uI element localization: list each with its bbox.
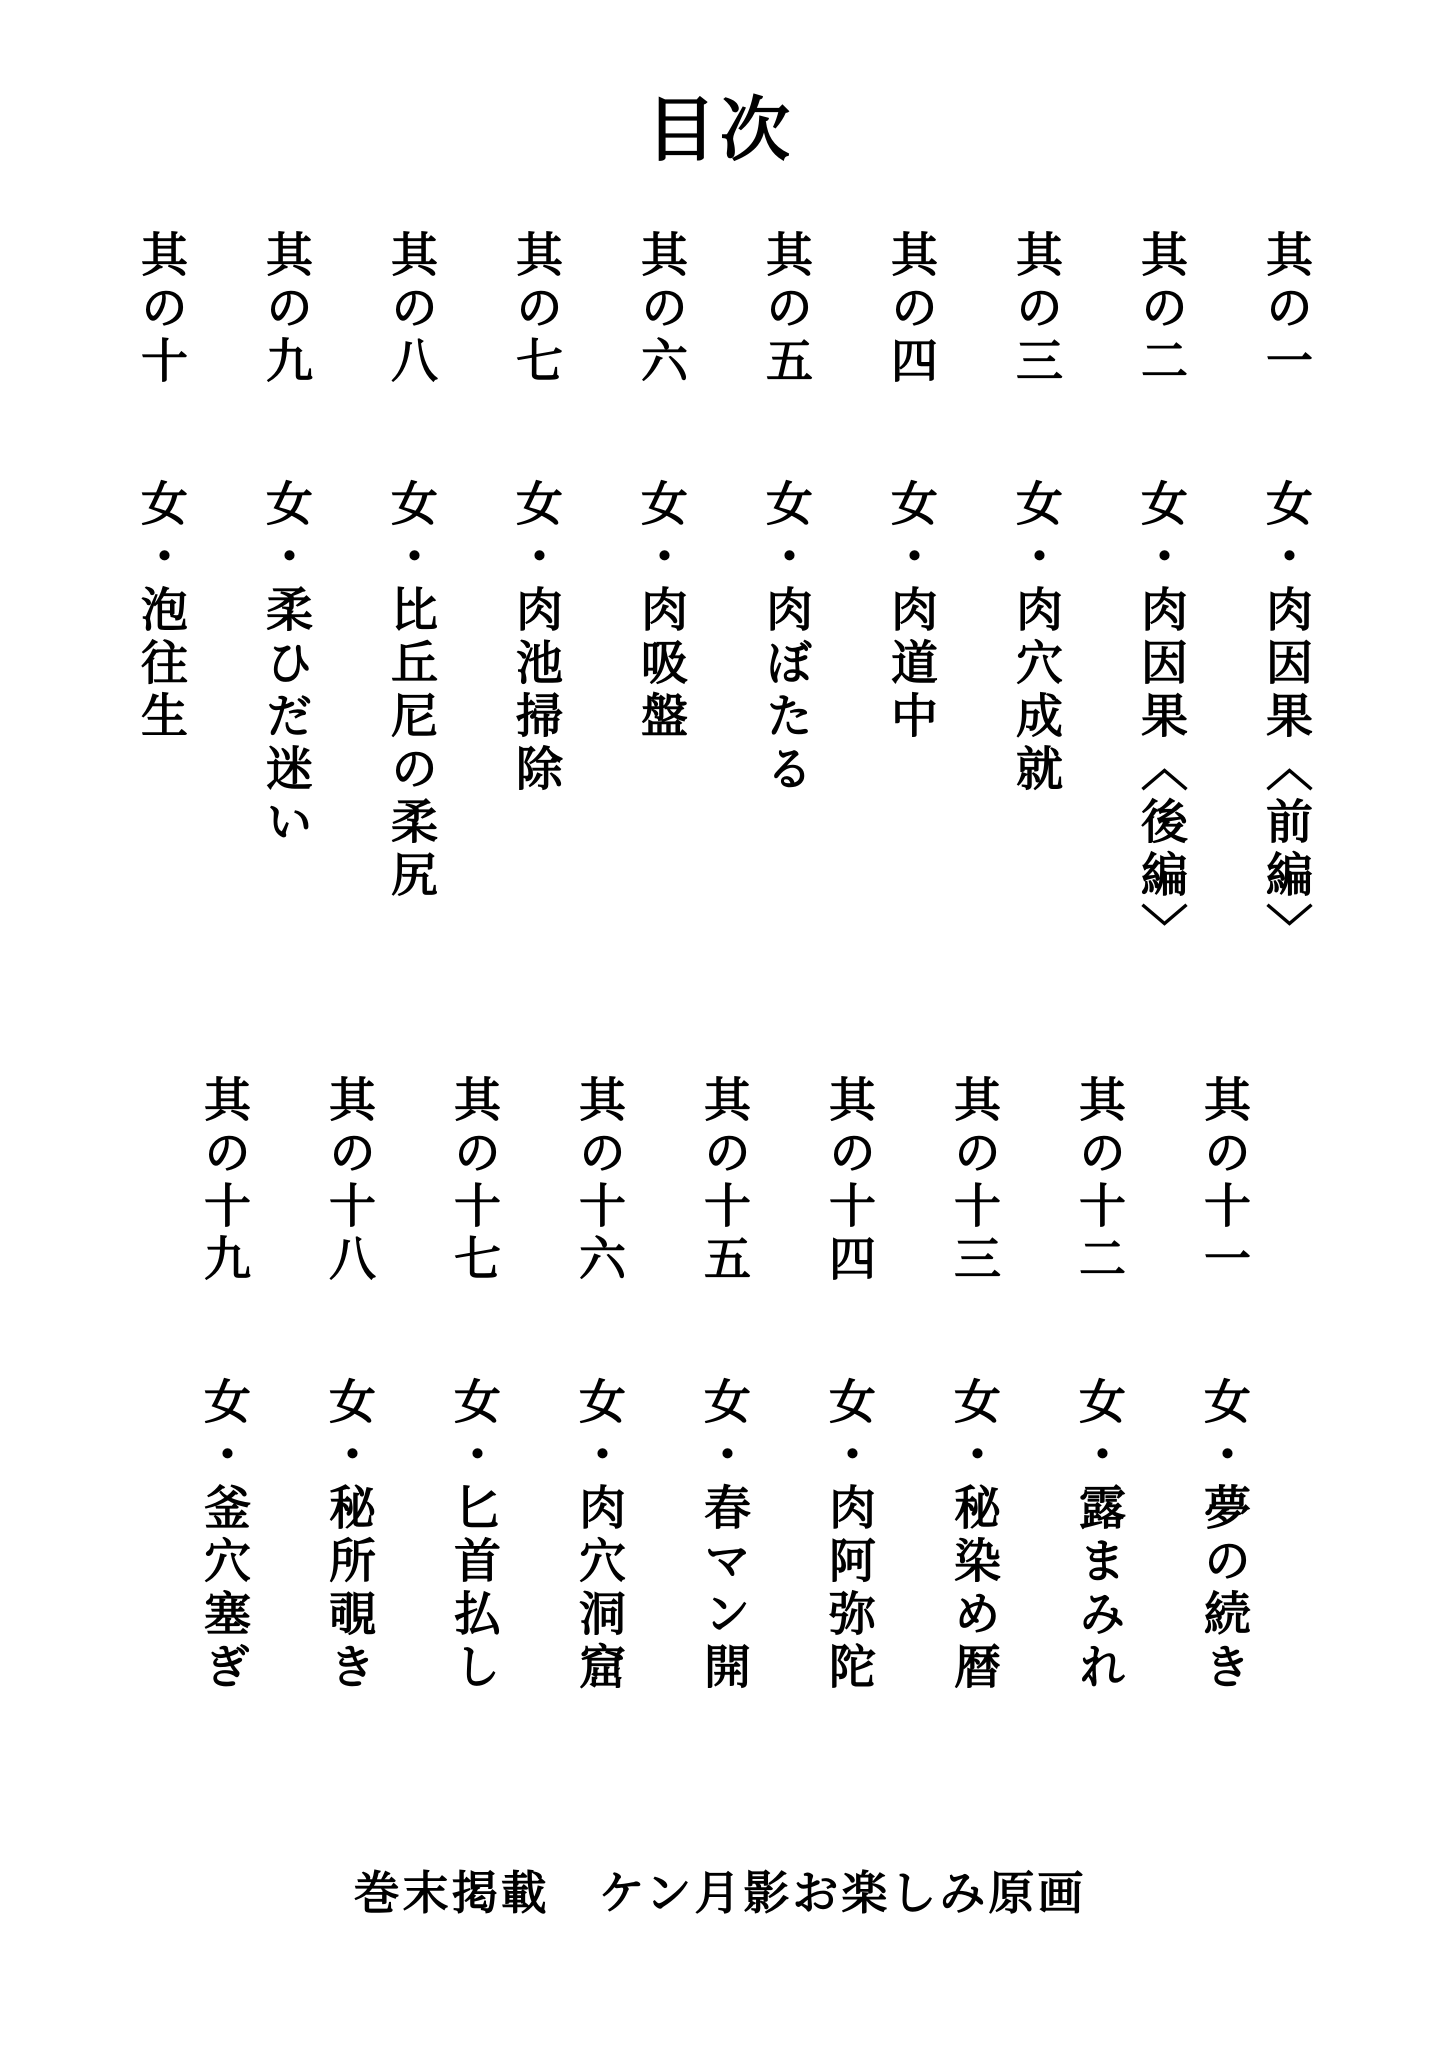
chapter-name: 女・柔ひだ迷い [258, 479, 313, 850]
chapter-name: 女・秘所覗き [321, 1377, 376, 1695]
chapter-number: 其の十三 [946, 1075, 1001, 1287]
toc-entry [255, 230, 315, 850]
toc-entry [193, 1075, 253, 1695]
chapter-number: 其の八 [383, 230, 438, 389]
toc-entry [505, 230, 565, 797]
chapter-name: 女・釜穴塞ぎ [196, 1377, 251, 1695]
toc-entry [1068, 1075, 1128, 1695]
chapter-name: 女・肉因果〈後編〉 [1133, 479, 1188, 956]
chapter-number: 其の十七 [446, 1075, 501, 1287]
toc-entry [1255, 230, 1315, 956]
toc-entry [693, 1075, 753, 1695]
chapter-name: 女・肉道中 [883, 479, 938, 744]
chapter-number: 其の七 [508, 230, 563, 389]
chapter-number: 其の十五 [696, 1075, 751, 1287]
toc-entry [630, 230, 690, 744]
chapter-name: 女・肉池掃除 [508, 479, 563, 797]
footer-note: 巻末掲載 ケン月影お楽しみ原画 [353, 1866, 1087, 1920]
chapter-number: 其の九 [258, 230, 313, 389]
toc-entry [818, 1075, 878, 1695]
chapter-number: 其の四 [883, 230, 938, 389]
chapter-number: 其の五 [758, 230, 813, 389]
chapter-name: 女・肉ぼたる [758, 479, 813, 797]
chapter-name: 女・泡往生 [133, 479, 188, 744]
chapter-number: 其の十 [133, 230, 188, 389]
toc-entry [1193, 1075, 1253, 1695]
chapter-name: 女・肉吸盤 [633, 479, 688, 744]
toc-entry [568, 1075, 628, 1695]
chapter-number: 其の十四 [821, 1075, 876, 1287]
page-title: 目次 [646, 89, 794, 171]
toc-entry [1130, 230, 1190, 956]
chapter-name: 女・肉阿弥陀 [821, 1377, 876, 1695]
chapter-name: 女・匕首払し [446, 1377, 501, 1695]
chapter-name: 女・比丘尼の柔尻 [383, 479, 438, 903]
toc-entry [130, 230, 190, 744]
chapter-number: 其の十九 [196, 1075, 251, 1287]
chapter-name: 女・露まみれ [1071, 1377, 1126, 1695]
toc-entry [1005, 230, 1065, 797]
chapter-name: 女・肉穴成就 [1008, 479, 1063, 797]
chapter-number: 其の三 [1008, 230, 1063, 389]
toc-entry [443, 1075, 503, 1695]
chapter-name: 女・秘染め暦 [946, 1377, 1001, 1695]
chapter-name: 女・春マン開 [696, 1377, 751, 1695]
toc-entry [380, 230, 440, 903]
chapter-name: 女・肉因果〈前編〉 [1258, 479, 1313, 956]
chapter-number: 其の十八 [321, 1075, 376, 1287]
toc-entry [880, 230, 940, 744]
chapter-name: 女・夢の続き [1196, 1377, 1251, 1695]
chapter-number: 其の十二 [1071, 1075, 1126, 1287]
chapter-name: 女・肉穴洞窟 [571, 1377, 626, 1695]
chapter-number: 其の二 [1133, 230, 1188, 389]
chapter-number: 其の一 [1258, 230, 1313, 389]
chapter-number: 其の十一 [1196, 1075, 1251, 1287]
toc-entry [318, 1075, 378, 1695]
chapter-number: 其の十六 [571, 1075, 626, 1287]
toc-entry [943, 1075, 1003, 1695]
chapter-number: 其の六 [633, 230, 688, 389]
toc-entry [755, 230, 815, 797]
